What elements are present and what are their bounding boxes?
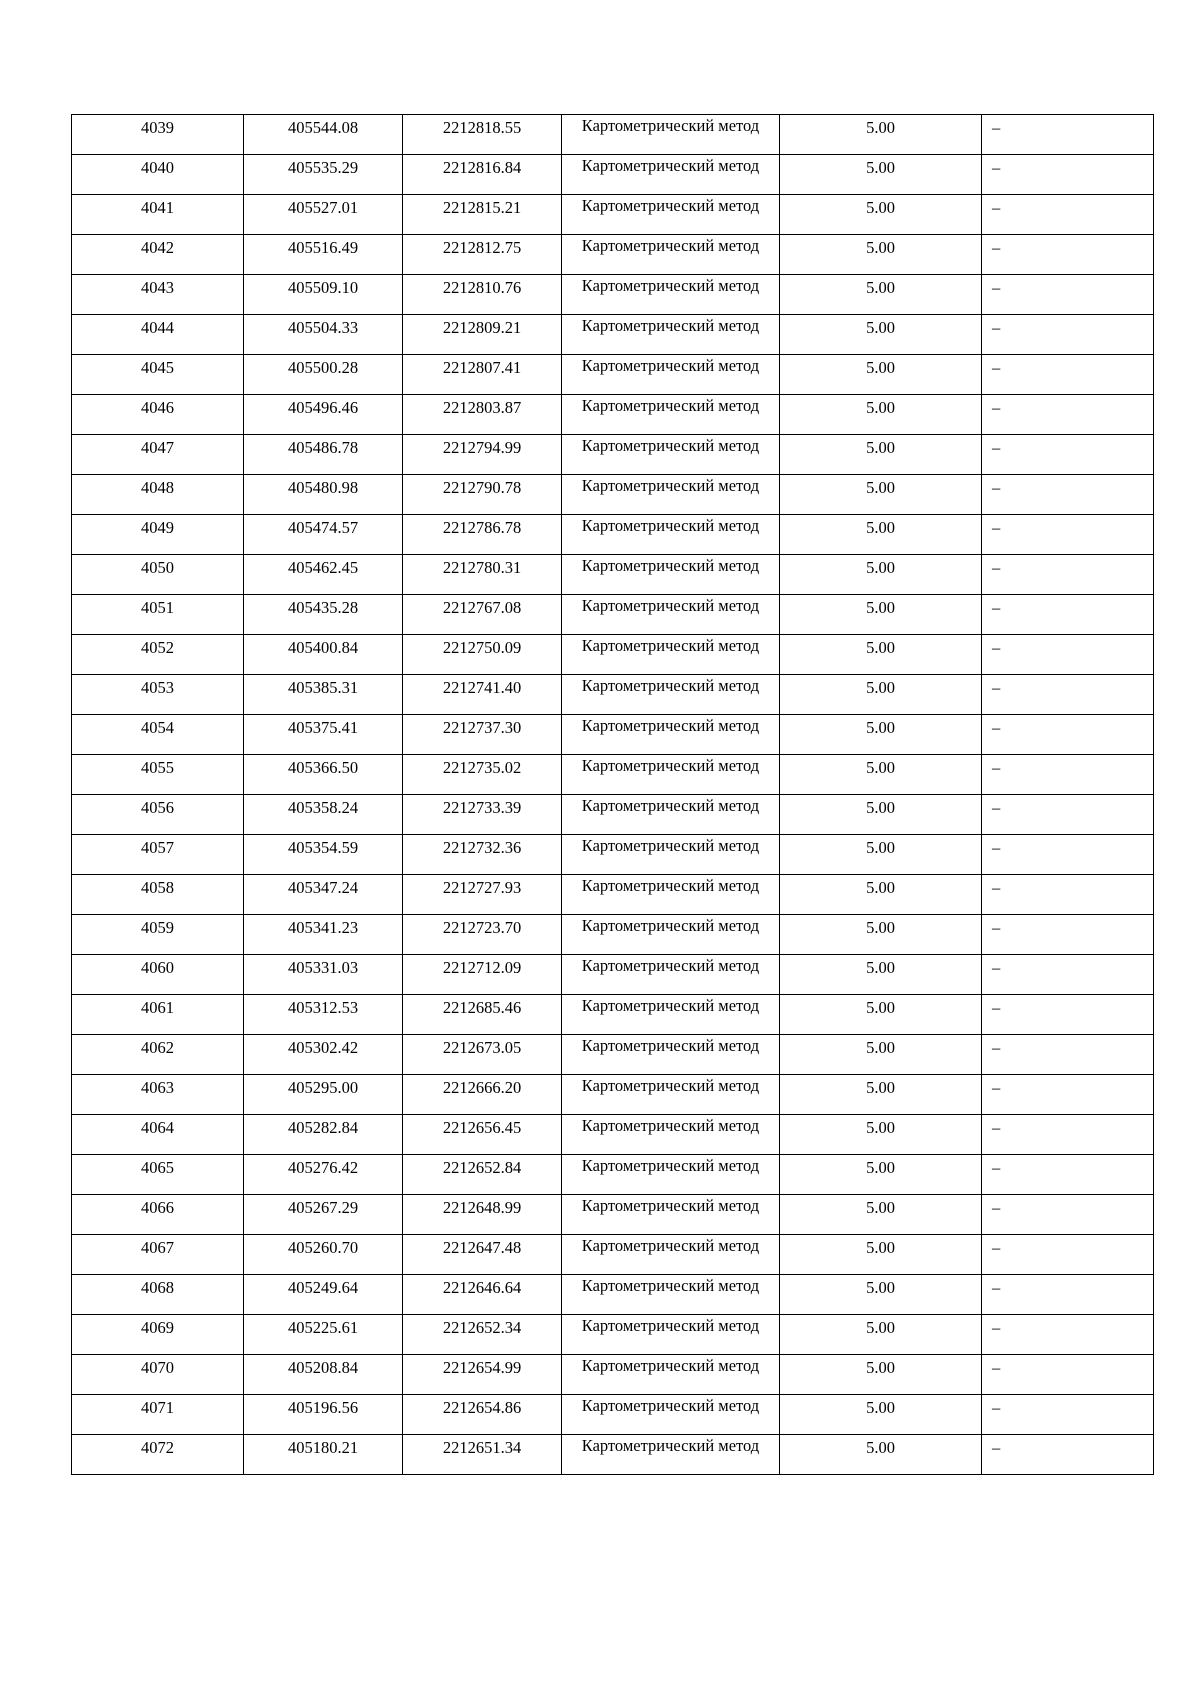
cell-note: – bbox=[982, 1235, 1154, 1275]
cell-accuracy: 5.00 bbox=[780, 195, 982, 235]
table-row bbox=[72, 475, 1154, 515]
cell-y-coordinate: 2212666.20 bbox=[403, 1075, 562, 1115]
cell-accuracy: 5.00 bbox=[780, 475, 982, 515]
cell-note: – bbox=[982, 1435, 1154, 1475]
cell-x-coordinate: 405225.61 bbox=[244, 1315, 403, 1355]
cell-note: – bbox=[982, 1355, 1154, 1395]
cell-method: Картометрический метод bbox=[562, 915, 780, 955]
table-row bbox=[72, 435, 1154, 475]
cell-accuracy: 5.00 bbox=[780, 1155, 982, 1195]
cell-point-number: 4055 bbox=[72, 755, 244, 795]
cell-accuracy: 5.00 bbox=[780, 955, 982, 995]
cell-point-number: 4050 bbox=[72, 555, 244, 595]
cell-note: – bbox=[982, 235, 1154, 275]
cell-accuracy: 5.00 bbox=[780, 1115, 982, 1155]
cell-accuracy: 5.00 bbox=[780, 395, 982, 435]
cell-method: Картометрический метод bbox=[562, 1075, 780, 1115]
cell-note: – bbox=[982, 1195, 1154, 1235]
cell-x-coordinate: 405480.98 bbox=[244, 475, 403, 515]
cell-method: Картометрический метод bbox=[562, 315, 780, 355]
table-row bbox=[72, 875, 1154, 915]
cell-x-coordinate: 405347.24 bbox=[244, 875, 403, 915]
cell-y-coordinate: 2212810.76 bbox=[403, 275, 562, 315]
cell-x-coordinate: 405196.56 bbox=[244, 1395, 403, 1435]
cell-accuracy: 5.00 bbox=[780, 1315, 982, 1355]
cell-y-coordinate: 2212654.99 bbox=[403, 1355, 562, 1395]
cell-note: – bbox=[982, 875, 1154, 915]
table-row bbox=[72, 115, 1154, 155]
table-row bbox=[72, 835, 1154, 875]
cell-note: – bbox=[982, 555, 1154, 595]
cell-note: – bbox=[982, 675, 1154, 715]
cell-method: Картометрический метод bbox=[562, 955, 780, 995]
cell-point-number: 4070 bbox=[72, 1355, 244, 1395]
cell-note: – bbox=[982, 275, 1154, 315]
cell-y-coordinate: 2212815.21 bbox=[403, 195, 562, 235]
cell-x-coordinate: 405400.84 bbox=[244, 635, 403, 675]
cell-x-coordinate: 405544.08 bbox=[244, 115, 403, 155]
cell-note: – bbox=[982, 155, 1154, 195]
cell-note: – bbox=[982, 1315, 1154, 1355]
cell-y-coordinate: 2212794.99 bbox=[403, 435, 562, 475]
cell-point-number: 4049 bbox=[72, 515, 244, 555]
table-row bbox=[72, 515, 1154, 555]
cell-method: Картометрический метод bbox=[562, 595, 780, 635]
cell-x-coordinate: 405208.84 bbox=[244, 1355, 403, 1395]
cell-note: – bbox=[982, 115, 1154, 155]
cell-y-coordinate: 2212647.48 bbox=[403, 1235, 562, 1275]
cell-method: Картометрический метод bbox=[562, 1315, 780, 1355]
cell-y-coordinate: 2212741.40 bbox=[403, 675, 562, 715]
table-row bbox=[72, 1035, 1154, 1075]
table-row bbox=[72, 1275, 1154, 1315]
cell-point-number: 4054 bbox=[72, 715, 244, 755]
cell-x-coordinate: 405500.28 bbox=[244, 355, 403, 395]
cell-method: Картометрический метод bbox=[562, 395, 780, 435]
cell-point-number: 4059 bbox=[72, 915, 244, 955]
cell-accuracy: 5.00 bbox=[780, 795, 982, 835]
table-row bbox=[72, 555, 1154, 595]
cell-point-number: 4062 bbox=[72, 1035, 244, 1075]
cell-method: Картометрический метод bbox=[562, 115, 780, 155]
table-row bbox=[72, 755, 1154, 795]
cell-point-number: 4046 bbox=[72, 395, 244, 435]
table-row bbox=[72, 1355, 1154, 1395]
cell-y-coordinate: 2212809.21 bbox=[403, 315, 562, 355]
cell-note: – bbox=[982, 595, 1154, 635]
cell-y-coordinate: 2212656.45 bbox=[403, 1115, 562, 1155]
cell-method: Картометрический метод bbox=[562, 1355, 780, 1395]
table-row bbox=[72, 1315, 1154, 1355]
cell-method: Картометрический метод bbox=[562, 1275, 780, 1315]
cell-point-number: 4057 bbox=[72, 835, 244, 875]
cell-point-number: 4071 bbox=[72, 1395, 244, 1435]
cell-y-coordinate: 2212750.09 bbox=[403, 635, 562, 675]
cell-method: Картометрический метод bbox=[562, 875, 780, 915]
cell-accuracy: 5.00 bbox=[780, 915, 982, 955]
cell-point-number: 4045 bbox=[72, 355, 244, 395]
cell-note: – bbox=[982, 915, 1154, 955]
cell-accuracy: 5.00 bbox=[780, 1435, 982, 1475]
cell-x-coordinate: 405312.53 bbox=[244, 995, 403, 1035]
cell-accuracy: 5.00 bbox=[780, 715, 982, 755]
cell-accuracy: 5.00 bbox=[780, 115, 982, 155]
table-row bbox=[72, 1155, 1154, 1195]
cell-accuracy: 5.00 bbox=[780, 555, 982, 595]
cell-method: Картометрический метод bbox=[562, 1195, 780, 1235]
cell-method: Картометрический метод bbox=[562, 795, 780, 835]
cell-y-coordinate: 2212654.86 bbox=[403, 1395, 562, 1435]
cell-point-number: 4061 bbox=[72, 995, 244, 1035]
cell-note: – bbox=[982, 195, 1154, 235]
cell-y-coordinate: 2212780.31 bbox=[403, 555, 562, 595]
cell-x-coordinate: 405358.24 bbox=[244, 795, 403, 835]
table-row bbox=[72, 1115, 1154, 1155]
cell-accuracy: 5.00 bbox=[780, 1275, 982, 1315]
table-row bbox=[72, 635, 1154, 675]
cell-x-coordinate: 405486.78 bbox=[244, 435, 403, 475]
table-row bbox=[72, 715, 1154, 755]
cell-x-coordinate: 405435.28 bbox=[244, 595, 403, 635]
cell-y-coordinate: 2212733.39 bbox=[403, 795, 562, 835]
table-row bbox=[72, 995, 1154, 1035]
cell-point-number: 4056 bbox=[72, 795, 244, 835]
cell-y-coordinate: 2212673.05 bbox=[403, 1035, 562, 1075]
cell-point-number: 4067 bbox=[72, 1235, 244, 1275]
cell-x-coordinate: 405302.42 bbox=[244, 1035, 403, 1075]
cell-method: Картометрический метод bbox=[562, 275, 780, 315]
cell-accuracy: 5.00 bbox=[780, 755, 982, 795]
cell-y-coordinate: 2212646.64 bbox=[403, 1275, 562, 1315]
cell-point-number: 4040 bbox=[72, 155, 244, 195]
cell-point-number: 4065 bbox=[72, 1155, 244, 1195]
cell-y-coordinate: 2212732.36 bbox=[403, 835, 562, 875]
cell-x-coordinate: 405366.50 bbox=[244, 755, 403, 795]
cell-x-coordinate: 405516.49 bbox=[244, 235, 403, 275]
cell-accuracy: 5.00 bbox=[780, 1395, 982, 1435]
cell-x-coordinate: 405295.00 bbox=[244, 1075, 403, 1115]
cell-method: Картометрический метод bbox=[562, 755, 780, 795]
cell-point-number: 4051 bbox=[72, 595, 244, 635]
cell-x-coordinate: 405267.29 bbox=[244, 1195, 403, 1235]
cell-accuracy: 5.00 bbox=[780, 1075, 982, 1115]
cell-method: Картометрический метод bbox=[562, 835, 780, 875]
table-row bbox=[72, 1395, 1154, 1435]
cell-note: – bbox=[982, 1395, 1154, 1435]
cell-method: Картометрический метод bbox=[562, 435, 780, 475]
cell-x-coordinate: 405331.03 bbox=[244, 955, 403, 995]
cell-method: Картометрический метод bbox=[562, 1115, 780, 1155]
cell-accuracy: 5.00 bbox=[780, 155, 982, 195]
cell-note: – bbox=[982, 755, 1154, 795]
cell-x-coordinate: 405282.84 bbox=[244, 1115, 403, 1155]
cell-accuracy: 5.00 bbox=[780, 275, 982, 315]
cell-note: – bbox=[982, 1155, 1154, 1195]
table-row bbox=[72, 235, 1154, 275]
cell-point-number: 4044 bbox=[72, 315, 244, 355]
cell-note: – bbox=[982, 395, 1154, 435]
cell-accuracy: 5.00 bbox=[780, 235, 982, 275]
cell-x-coordinate: 405180.21 bbox=[244, 1435, 403, 1475]
cell-note: – bbox=[982, 1075, 1154, 1115]
cell-x-coordinate: 405260.70 bbox=[244, 1235, 403, 1275]
cell-y-coordinate: 2212807.41 bbox=[403, 355, 562, 395]
cell-note: – bbox=[982, 715, 1154, 755]
cell-note: – bbox=[982, 435, 1154, 475]
cell-accuracy: 5.00 bbox=[780, 315, 982, 355]
cell-x-coordinate: 405496.46 bbox=[244, 395, 403, 435]
cell-accuracy: 5.00 bbox=[780, 435, 982, 475]
cell-y-coordinate: 2212790.78 bbox=[403, 475, 562, 515]
cell-point-number: 4052 bbox=[72, 635, 244, 675]
table-row bbox=[72, 355, 1154, 395]
cell-accuracy: 5.00 bbox=[780, 355, 982, 395]
cell-note: – bbox=[982, 475, 1154, 515]
cell-method: Картометрический метод bbox=[562, 1435, 780, 1475]
cell-point-number: 4066 bbox=[72, 1195, 244, 1235]
cell-accuracy: 5.00 bbox=[780, 1195, 982, 1235]
table-row bbox=[72, 195, 1154, 235]
cell-y-coordinate: 2212712.09 bbox=[403, 955, 562, 995]
cell-note: – bbox=[982, 1115, 1154, 1155]
cell-y-coordinate: 2212803.87 bbox=[403, 395, 562, 435]
cell-y-coordinate: 2212685.46 bbox=[403, 995, 562, 1035]
cell-x-coordinate: 405354.59 bbox=[244, 835, 403, 875]
cell-point-number: 4064 bbox=[72, 1115, 244, 1155]
cell-accuracy: 5.00 bbox=[780, 635, 982, 675]
cell-y-coordinate: 2212651.34 bbox=[403, 1435, 562, 1475]
cell-accuracy: 5.00 bbox=[780, 995, 982, 1035]
cell-x-coordinate: 405375.41 bbox=[244, 715, 403, 755]
cell-method: Картометрический метод bbox=[562, 635, 780, 675]
cell-y-coordinate: 2212648.99 bbox=[403, 1195, 562, 1235]
cell-accuracy: 5.00 bbox=[780, 1035, 982, 1075]
cell-accuracy: 5.00 bbox=[780, 515, 982, 555]
cell-method: Картометрический метод bbox=[562, 1155, 780, 1195]
cell-method: Картометрический метод bbox=[562, 235, 780, 275]
cell-point-number: 4068 bbox=[72, 1275, 244, 1315]
cell-point-number: 4041 bbox=[72, 195, 244, 235]
cell-note: – bbox=[982, 635, 1154, 675]
table-row bbox=[72, 955, 1154, 995]
cell-x-coordinate: 405249.64 bbox=[244, 1275, 403, 1315]
table-row bbox=[72, 155, 1154, 195]
cell-y-coordinate: 2212652.34 bbox=[403, 1315, 562, 1355]
cell-y-coordinate: 2212816.84 bbox=[403, 155, 562, 195]
cell-y-coordinate: 2212767.08 bbox=[403, 595, 562, 635]
cell-x-coordinate: 405462.45 bbox=[244, 555, 403, 595]
cell-point-number: 4072 bbox=[72, 1435, 244, 1475]
table-row bbox=[72, 1435, 1154, 1475]
table-row bbox=[72, 795, 1154, 835]
cell-point-number: 4063 bbox=[72, 1075, 244, 1115]
cell-note: – bbox=[982, 995, 1154, 1035]
cell-point-number: 4042 bbox=[72, 235, 244, 275]
cell-x-coordinate: 405474.57 bbox=[244, 515, 403, 555]
cell-note: – bbox=[982, 515, 1154, 555]
cell-y-coordinate: 2212812.75 bbox=[403, 235, 562, 275]
cell-method: Картометрический метод bbox=[562, 355, 780, 395]
cell-method: Картометрический метод bbox=[562, 475, 780, 515]
table-row bbox=[72, 315, 1154, 355]
cell-note: – bbox=[982, 1275, 1154, 1315]
cell-note: – bbox=[982, 955, 1154, 995]
cell-note: – bbox=[982, 795, 1154, 835]
cell-x-coordinate: 405509.10 bbox=[244, 275, 403, 315]
cell-x-coordinate: 405527.01 bbox=[244, 195, 403, 235]
cell-y-coordinate: 2212786.78 bbox=[403, 515, 562, 555]
cell-y-coordinate: 2212818.55 bbox=[403, 115, 562, 155]
cell-y-coordinate: 2212723.70 bbox=[403, 915, 562, 955]
cell-method: Картометрический метод bbox=[562, 995, 780, 1035]
cell-point-number: 4069 bbox=[72, 1315, 244, 1355]
cell-x-coordinate: 405504.33 bbox=[244, 315, 403, 355]
table-row bbox=[72, 1235, 1154, 1275]
cell-note: – bbox=[982, 315, 1154, 355]
cell-accuracy: 5.00 bbox=[780, 1235, 982, 1275]
cell-accuracy: 5.00 bbox=[780, 675, 982, 715]
table-row bbox=[72, 275, 1154, 315]
cell-method: Картометрический метод bbox=[562, 555, 780, 595]
cell-point-number: 4060 bbox=[72, 955, 244, 995]
cell-method: Картометрический метод bbox=[562, 675, 780, 715]
cell-accuracy: 5.00 bbox=[780, 835, 982, 875]
cell-point-number: 4053 bbox=[72, 675, 244, 715]
cell-accuracy: 5.00 bbox=[780, 875, 982, 915]
cell-method: Картометрический метод bbox=[562, 715, 780, 755]
cell-x-coordinate: 405276.42 bbox=[244, 1155, 403, 1195]
cell-point-number: 4047 bbox=[72, 435, 244, 475]
cell-y-coordinate: 2212727.93 bbox=[403, 875, 562, 915]
cell-note: – bbox=[982, 1035, 1154, 1075]
cell-x-coordinate: 405385.31 bbox=[244, 675, 403, 715]
cell-accuracy: 5.00 bbox=[780, 1355, 982, 1395]
cell-point-number: 4058 bbox=[72, 875, 244, 915]
cell-method: Картометрический метод bbox=[562, 195, 780, 235]
cell-x-coordinate: 405341.23 bbox=[244, 915, 403, 955]
cell-y-coordinate: 2212737.30 bbox=[403, 715, 562, 755]
cell-point-number: 4039 bbox=[72, 115, 244, 155]
cell-method: Картометрический метод bbox=[562, 1035, 780, 1075]
cell-x-coordinate: 405535.29 bbox=[244, 155, 403, 195]
table-row bbox=[72, 1075, 1154, 1115]
cell-method: Картометрический метод bbox=[562, 1235, 780, 1275]
table-row bbox=[72, 395, 1154, 435]
table-row bbox=[72, 595, 1154, 635]
cell-point-number: 4043 bbox=[72, 275, 244, 315]
cell-point-number: 4048 bbox=[72, 475, 244, 515]
table-row bbox=[72, 675, 1154, 715]
cell-method: Картометрический метод bbox=[562, 1395, 780, 1435]
coordinates-table-body bbox=[72, 115, 1154, 1475]
cell-y-coordinate: 2212735.02 bbox=[403, 755, 562, 795]
coordinates-table bbox=[71, 114, 1154, 1475]
table-row bbox=[72, 915, 1154, 955]
cell-y-coordinate: 2212652.84 bbox=[403, 1155, 562, 1195]
cell-note: – bbox=[982, 355, 1154, 395]
cell-accuracy: 5.00 bbox=[780, 595, 982, 635]
cell-note: – bbox=[982, 835, 1154, 875]
table-row bbox=[72, 1195, 1154, 1235]
cell-method: Картометрический метод bbox=[562, 515, 780, 555]
cell-method: Картометрический метод bbox=[562, 155, 780, 195]
